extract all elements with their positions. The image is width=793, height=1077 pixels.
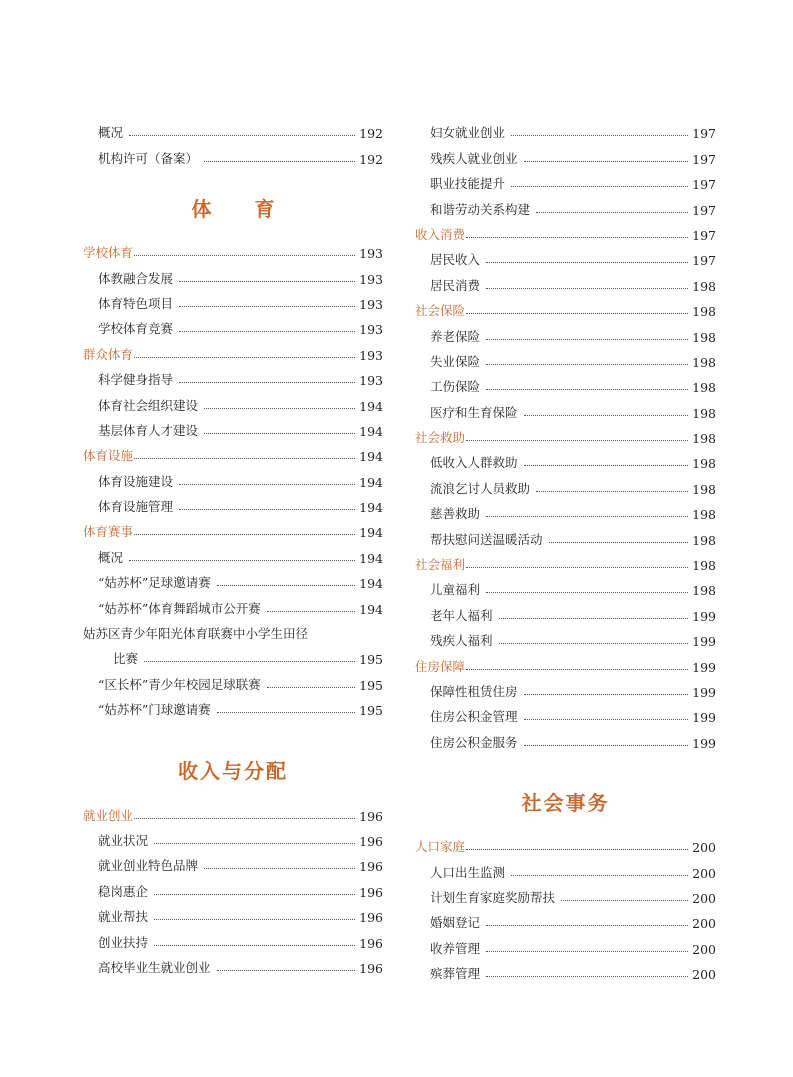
dot-leader [486,976,688,977]
toc-entry-label: 体育特色项目 [98,295,174,311]
toc-entry-label: 高校毕业生就业创业 [98,959,211,975]
toc-entry-label: 学校体育 [83,245,134,261]
toc-entry-label: 概况 [98,549,124,565]
toc-entry[interactable] [415,857,716,882]
toc-page-number: 196 [359,910,383,926]
toc-entry-label: 低收入人群救助 [430,455,518,471]
dot-leader [466,849,688,850]
toc-category-entry[interactable] [415,651,716,676]
toc-entry[interactable] [83,644,383,669]
toc-category-entry[interactable] [415,550,716,575]
toc-entry-label: 殡葬管理 [430,966,481,982]
dot-leader [466,237,688,238]
toc-entry[interactable] [83,492,383,517]
toc-entry-label: 群众体育 [83,346,134,362]
toc-entry[interactable] [83,876,383,901]
dot-leader [486,288,688,289]
toc-page-number: 197 [692,253,716,269]
toc-entry-label: “姑苏杯”足球邀请赛 [98,575,211,591]
dot-leader [536,212,688,213]
toc-page-number: 199 [692,634,716,650]
toc-entry[interactable] [415,626,716,651]
dot-leader [204,408,355,409]
dot-leader [536,491,688,492]
toc-entry-label: 科学健身指导 [98,372,174,388]
dot-leader [154,843,355,844]
dot-leader [524,465,689,466]
toc-entry[interactable] [415,169,716,194]
toc-entry[interactable] [415,575,716,600]
toc-page-number: 198 [692,558,716,574]
toc-entry-label: 养老保险 [430,328,481,344]
toc-entry-label: 社会福利 [415,557,466,573]
toc-entry[interactable] [415,372,716,397]
dot-leader [134,255,355,256]
toc-entry[interactable] [415,397,716,422]
dot-leader [561,900,688,901]
dot-leader [267,687,355,688]
toc-page-number: 198 [692,431,716,447]
toc-entry[interactable] [415,524,716,549]
shouru-entries [83,800,383,978]
toc-page-number: 196 [359,935,383,951]
toc-entry-label: 流浪乞讨人员救助 [430,480,531,496]
toc-entry[interactable] [83,416,383,441]
dot-leader [154,945,355,946]
toc-entry-label: 儿童福利 [430,582,481,598]
toc-entry[interactable] [83,289,383,314]
toc-entry-label: 残疾人福利 [430,633,493,649]
toc-entry[interactable] [415,321,716,346]
shehui-entries [415,832,716,984]
toc-page-number: 200 [692,967,716,983]
toc-page-number: 197 [692,126,716,142]
toc-category-entry[interactable] [415,423,716,448]
toc-entry-label: 收入消费 [415,226,466,242]
toc-entry-label: 老年人福利 [430,607,493,623]
toc-page-number: 200 [692,865,716,881]
dot-leader [154,894,355,895]
dot-leader [204,161,355,162]
toc-page-number: 194 [359,576,383,592]
toc-entry-label: 社会救助 [415,430,466,446]
toc-page-number: 199 [692,710,716,726]
dot-leader [486,389,688,390]
toc-page-number: 196 [359,859,383,875]
dot-leader [524,161,689,162]
toc-entry-label: “姑苏杯”门球邀请赛 [98,702,211,718]
toc-entry-label: 比赛 [113,651,139,667]
dot-leader [217,712,355,713]
toc-page-number: 198 [692,304,716,320]
toc-entry-label: 残疾人就业创业 [430,150,518,166]
intro-entries [83,118,383,169]
toc-entry-label: 医疗和生育保险 [430,404,518,420]
toc-page-number: 196 [359,808,383,824]
toc-entry[interactable] [83,263,383,288]
toc-page-number: 198 [692,278,716,294]
toc-entry-label: 和谐劳动关系构建 [430,201,531,217]
toc-entry[interactable] [83,365,383,390]
toc-page-number: 194 [359,449,383,465]
dot-leader [511,875,688,876]
toc-entry-label: 体育社会组织建设 [98,397,199,413]
toc-page-number: 194 [359,423,383,439]
toc-page-number: 200 [692,916,716,932]
dot-leader [129,135,355,136]
dot-leader [204,868,355,869]
dot-leader [144,661,355,662]
toc-page-number: 194 [359,550,383,566]
dot-leader [524,415,689,416]
toc-entry-label: 社会保险 [415,303,466,319]
toc-page-number: 193 [359,271,383,287]
toc-page-number: 193 [359,373,383,389]
dot-leader [486,592,688,593]
dot-leader [179,484,355,485]
toc-entry-label: 人口家庭 [415,839,466,855]
toc-entry-label: 概况 [98,125,124,141]
toc-entry[interactable] [415,270,716,295]
toc-entry[interactable] [83,619,383,644]
toc-page-number: 194 [359,525,383,541]
toc-entry-label: 稳岗惠企 [98,883,149,899]
toc-entry[interactable] [83,542,383,567]
toc-page-number: 198 [692,405,716,421]
toc-page-number: 193 [359,246,383,262]
toc-page-number: 197 [692,227,716,243]
toc-category-entry[interactable] [415,296,716,321]
toc-page-number: 193 [359,296,383,312]
dot-leader [486,339,688,340]
toc-entry-label: 就业创业特色品牌 [98,858,199,874]
toc-entry[interactable] [415,347,716,372]
dot-leader [486,364,688,365]
toc-entry-label: 姑苏区青少年阳光体育联赛中小学生田径 [83,626,309,642]
toc-page-number: 194 [359,601,383,617]
toc-entry-label: 居民收入 [430,252,481,268]
toc-entry[interactable] [415,702,716,727]
toc-entry[interactable] [83,902,383,927]
dot-leader [179,509,355,510]
toc-entry[interactable] [83,466,383,491]
toc-entry-label: 人口出生监测 [430,864,506,880]
dot-leader [134,818,355,819]
toc-page-number: 199 [692,735,716,751]
toc-left-column [83,118,383,978]
toc-page-number: 200 [692,890,716,906]
toc-entry[interactable] [415,473,716,498]
toc-page-number: 193 [359,347,383,363]
dot-leader [499,643,689,644]
toc-category-entry[interactable] [83,517,383,542]
toc-page-number: 198 [692,507,716,523]
toc-entry-label: 住房保障 [415,658,466,674]
toc-entry[interactable] [415,245,716,270]
toc-category-entry[interactable] [83,800,383,825]
dot-leader [524,694,689,695]
toc-page-number: 197 [692,177,716,193]
toc-page-number: 196 [359,884,383,900]
dot-leader [499,618,689,619]
toc-entry-label: 体育设施 [83,448,134,464]
toc-page-number: 199 [692,608,716,624]
dot-leader [486,262,688,263]
toc-page-number: 194 [359,398,383,414]
dot-leader [134,534,355,535]
toc-entry-label: 失业保险 [430,353,481,369]
dot-leader [511,135,688,136]
toc-entry-label: 工伤保险 [430,379,481,395]
toc-entry[interactable] [415,448,716,473]
toc-page-number: 200 [692,840,716,856]
dot-leader [179,331,355,332]
dot-leader [204,433,355,434]
toc-entry[interactable] [83,568,383,593]
toc-entry[interactable] [83,695,383,720]
toc-page-number: 198 [692,354,716,370]
toc-entry[interactable] [83,314,383,339]
toc-entry[interactable] [83,593,383,618]
section-heading-shehui: 社会事务 [521,790,610,815]
toc-entry-label: 基层体育人才建设 [98,422,199,438]
toc-entry-label: 妇女就业创业 [430,125,506,141]
toc-category-entry[interactable] [415,220,716,245]
toc-right-column [415,118,716,984]
toc-category-entry[interactable] [415,832,716,857]
dot-leader [466,669,688,670]
dot-leader [466,567,688,568]
toc-entry[interactable] [83,927,383,952]
toc-page-number: 197 [692,151,716,167]
toc-category-entry[interactable] [83,238,383,263]
toc-entry[interactable] [83,669,383,694]
toc-entry[interactable] [415,959,716,984]
toc-entry-label: “区长杯”青少年校园足球联赛 [98,676,261,692]
toc-page-number: 195 [359,677,383,693]
dot-leader [486,925,688,926]
toc-entry-label: 体育设施建设 [98,473,174,489]
dot-leader [267,611,355,612]
toc-entry-label: 就业帮扶 [98,909,149,925]
toc-entry-label: 体教融合发展 [98,270,174,286]
dot-leader [486,516,688,517]
toc-entry-label: 居民消费 [430,277,481,293]
toc-entry[interactable] [83,953,383,978]
toc-entry[interactable] [83,143,383,168]
toc-category-entry[interactable] [83,339,383,364]
toc-entry[interactable] [83,118,383,143]
toc-entry[interactable] [415,143,716,168]
toc-page-number: 198 [692,532,716,548]
toc-page-number: 192 [359,126,383,142]
toc-entry-label: 计划生育家庭奖励帮扶 [430,889,556,905]
toc-page-number: 199 [692,659,716,675]
section-heading-tiyu: 体 育 [191,196,293,221]
toc-entry-label: 创业扶持 [98,934,149,950]
toc-entry[interactable] [83,851,383,876]
dot-leader [524,745,689,746]
toc-entry-label: 学校体育竞赛 [98,321,174,337]
dot-leader [179,281,355,282]
toc-entry-label: 体育设施管理 [98,499,174,515]
dot-leader [129,560,355,561]
toc-entry[interactable] [415,194,716,219]
toc-page-number: 194 [359,500,383,516]
dot-leader [466,440,688,441]
toc-page-number: 198 [692,481,716,497]
toc-page-number: 192 [359,151,383,167]
toc-entry[interactable] [415,677,716,702]
toc-page-number: 196 [359,960,383,976]
toc-category-entry[interactable] [83,441,383,466]
toc-entry-label: 住房公积金管理 [430,709,518,725]
toc-entry-label: 就业状况 [98,832,149,848]
tiyu-entries [83,238,383,720]
toc-entry-label: 慈善救助 [430,506,481,522]
dot-leader [217,585,355,586]
toc-page-number: 198 [692,456,716,472]
toc-entry[interactable] [415,600,716,625]
toc-page-number: 196 [359,833,383,849]
toc-entry[interactable] [83,390,383,415]
toc-entry-label: 婚姻登记 [430,915,481,931]
toc-entry-label: 体育赛事 [83,524,134,540]
dot-leader [511,186,688,187]
toc-entry-label: 帮扶慰问送温暖活动 [430,531,543,547]
toc-entry-label: “姑苏杯”体育舞蹈城市公开赛 [98,600,261,616]
dot-leader [466,313,688,314]
toc-entry[interactable] [415,933,716,958]
toc-page-number: 197 [692,202,716,218]
dot-leader [154,919,355,920]
toc-page-number: 200 [692,941,716,957]
toc-entry[interactable] [415,499,716,524]
right-top-entries [415,118,716,753]
dot-leader [179,306,355,307]
toc-entry-label: 保障性租赁住房 [430,683,518,699]
toc-page-number: 198 [692,583,716,599]
toc-entry[interactable] [83,826,383,851]
dot-leader [134,357,355,358]
section-heading-shouru: 收入与分配 [178,759,288,784]
toc-page-number: 194 [359,474,383,490]
toc-entry-label: 收养管理 [430,940,481,956]
toc-entry[interactable] [415,118,716,143]
toc-page-number: 193 [359,322,383,338]
dot-leader [217,970,356,971]
dot-leader [134,458,355,459]
dot-leader [179,382,355,383]
dot-leader [524,719,689,720]
toc-entry-label: 职业技能提升 [430,176,506,192]
toc-entry-label: 机构许可（备案） [98,150,199,166]
dot-leader [486,951,688,952]
toc-entry-label: 住房公积金服务 [430,734,518,750]
toc-entry[interactable] [415,727,716,752]
toc-entry-label: 就业创业 [83,807,134,823]
toc-page-number: 199 [692,684,716,700]
toc-page-number: 195 [359,703,383,719]
toc-page-number: 198 [692,380,716,396]
toc-page-number: 198 [692,329,716,345]
toc-entry[interactable] [415,908,716,933]
toc-page-number: 195 [359,652,383,668]
toc-entry[interactable] [415,883,716,908]
dot-leader [549,542,689,543]
